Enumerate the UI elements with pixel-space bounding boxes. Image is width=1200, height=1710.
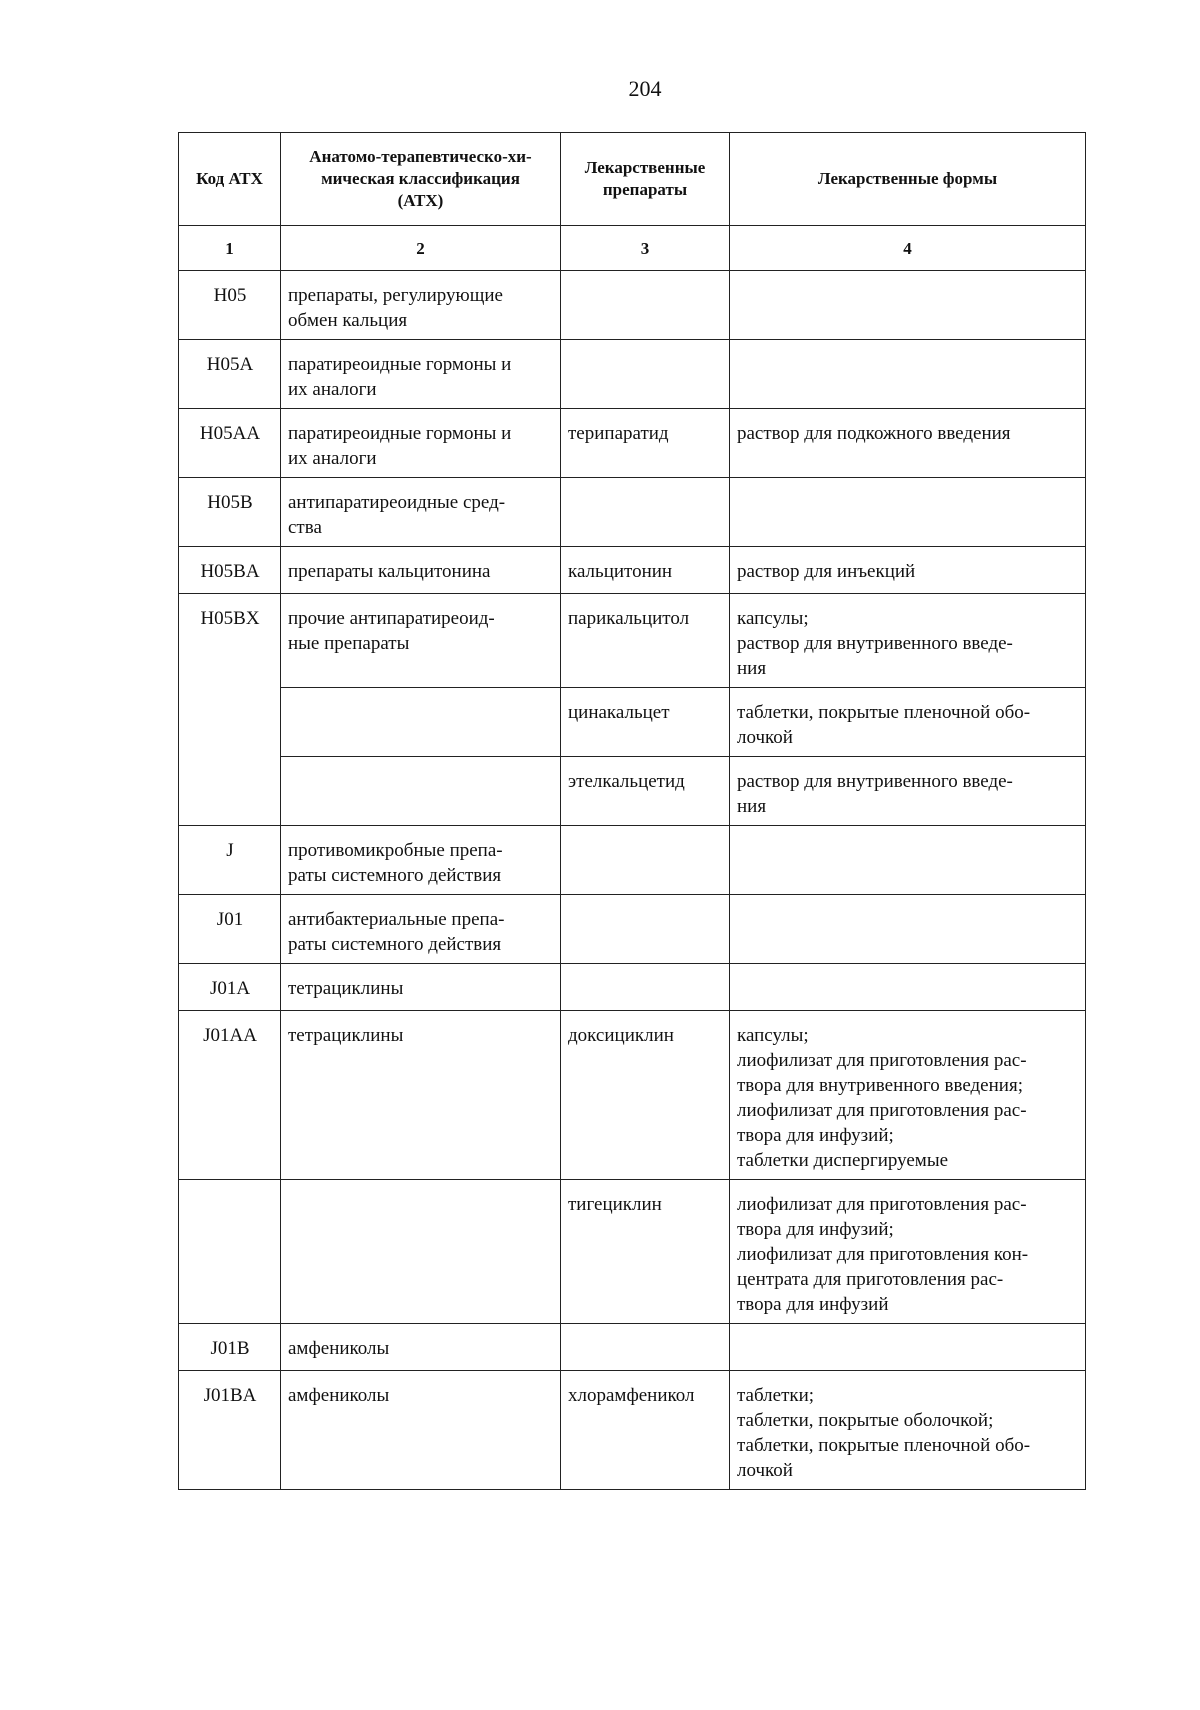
column-number-row (179, 226, 1086, 271)
dosage-form-cell: капсулы; лиофилизат для приготовления рас- твора для внутривенного введения; лиофилизат для приготовления рас- твора для инфузий; таблетки диспергируемые (730, 1011, 1086, 1180)
header-dosage-forms: Лекарственные формы (730, 133, 1086, 226)
dosage-form-cell (730, 478, 1086, 547)
table-row (179, 895, 1086, 964)
classification-cell (281, 688, 561, 757)
atx-code-cell: H05BX (179, 594, 281, 826)
atx-code-cell: J01B (179, 1324, 281, 1371)
table-row (179, 964, 1086, 1011)
drug-cell (561, 826, 730, 895)
table-row (179, 757, 1086, 826)
classification-cell: антипаратиреоидные сред- ства (281, 478, 561, 547)
classification-cell: тетрациклины (281, 964, 561, 1011)
atx-code-cell: J01A (179, 964, 281, 1011)
table-row (179, 1011, 1086, 1180)
table-row (179, 1324, 1086, 1371)
drug-cell: терипаратид (561, 409, 730, 478)
drug-cell: парикальцитол (561, 594, 730, 688)
table-row (179, 826, 1086, 895)
drug-cell (561, 478, 730, 547)
classification-cell: противомикробные препа- раты системного действия (281, 826, 561, 895)
atx-code-cell: H05B (179, 478, 281, 547)
classification-cell (281, 1180, 561, 1324)
dosage-form-cell: лиофилизат для приготовления рас- твора для инфузий; лиофилизат для приготовления кон- центрата для приготовления рас- твора для инфузий (730, 1180, 1086, 1324)
drug-cell (561, 1324, 730, 1371)
column-number: 2 (281, 226, 561, 271)
table-row (179, 340, 1086, 409)
table-row (179, 409, 1086, 478)
atx-code-cell: H05BA (179, 547, 281, 594)
dosage-form-cell (730, 826, 1086, 895)
classification-cell: препараты кальцитонина (281, 547, 561, 594)
drug-cell: тигециклин (561, 1180, 730, 1324)
classification-cell: антибактериальные препа- раты системного действия (281, 895, 561, 964)
drug-cell (561, 271, 730, 340)
classification-cell: амфениколы (281, 1324, 561, 1371)
atx-code-cell (179, 1180, 281, 1324)
dosage-form-cell (730, 1324, 1086, 1371)
classification-cell: паратиреоидные гормоны и их аналоги (281, 409, 561, 478)
atx-code-cell: J (179, 826, 281, 895)
classification-cell: препараты, регулирующие обмен кальция (281, 271, 561, 340)
dosage-form-cell (730, 340, 1086, 409)
atx-code-cell: H05 (179, 271, 281, 340)
drug-cell (561, 895, 730, 964)
dosage-form-cell (730, 964, 1086, 1011)
dosage-form-cell: раствор для инъекций (730, 547, 1086, 594)
drug-cell: кальцитонин (561, 547, 730, 594)
table-row (179, 1180, 1086, 1324)
table-row (179, 547, 1086, 594)
dosage-form-cell (730, 271, 1086, 340)
dosage-form-cell: раствор для подкожного введения (730, 409, 1086, 478)
column-number: 1 (179, 226, 281, 271)
column-number: 4 (730, 226, 1086, 271)
classification-cell (281, 757, 561, 826)
dosage-form-cell: раствор для внутривенного введе- ния (730, 757, 1086, 826)
dosage-form-cell (730, 895, 1086, 964)
drug-cell (561, 340, 730, 409)
atx-code-cell: J01AA (179, 1011, 281, 1180)
drug-cell: хлорамфеникол (561, 1371, 730, 1490)
classification-cell: паратиреоидные гормоны и их аналоги (281, 340, 561, 409)
atx-code-cell: J01BA (179, 1371, 281, 1490)
dosage-form-cell: таблетки; таблетки, покрытые оболочкой; таблетки, покрытые пленочной обо- лочкой (730, 1371, 1086, 1490)
drug-cell (561, 964, 730, 1011)
column-number: 3 (561, 226, 730, 271)
atx-code-cell: J01 (179, 895, 281, 964)
atx-classification-table (178, 132, 1086, 1490)
drug-cell: цинакальцет (561, 688, 730, 757)
header-drugs: Лекарственные препараты (561, 133, 730, 226)
table-row (179, 688, 1086, 757)
table-row (179, 478, 1086, 547)
table-row (179, 594, 1086, 688)
classification-cell: амфениколы (281, 1371, 561, 1490)
atx-code-cell: H05A (179, 340, 281, 409)
drug-cell: доксициклин (561, 1011, 730, 1180)
dosage-form-cell: таблетки, покрытые пленочной обо- лочкой (730, 688, 1086, 757)
table-row (179, 1371, 1086, 1490)
atx-code-cell: H05AA (179, 409, 281, 478)
classification-cell: тетрациклины (281, 1011, 561, 1180)
table-row (179, 271, 1086, 340)
header-atx-classification: Анатомо-терапевтическо-хи- мическая классификация (АТХ) (281, 133, 561, 226)
drug-cell: этелкальцетид (561, 757, 730, 826)
table-header-row (179, 133, 1086, 226)
classification-cell: прочие антипаратиреоид- ные препараты (281, 594, 561, 688)
header-atx-code: Код АТХ (179, 133, 281, 226)
dosage-form-cell: капсулы; раствор для внутривенного введе- ния (730, 594, 1086, 688)
page-number: 204 (628, 76, 662, 101)
